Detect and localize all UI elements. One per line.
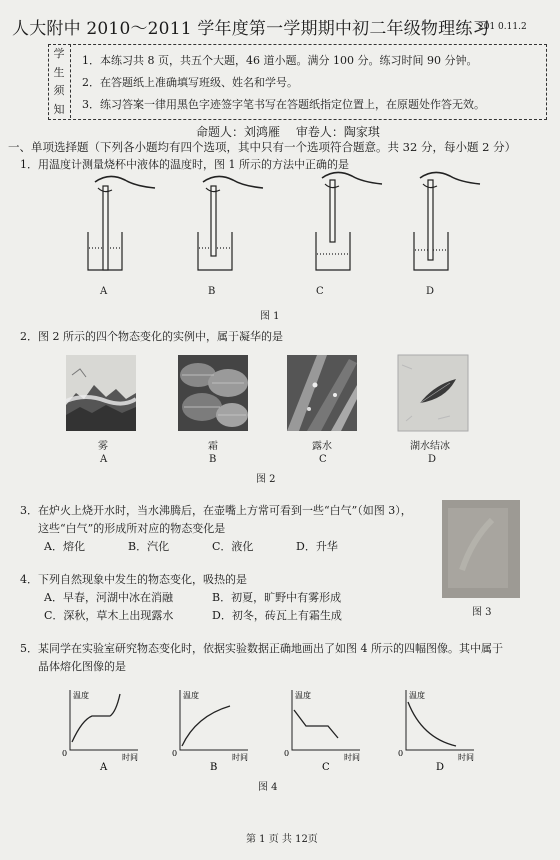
notice-label-char: 知 — [53, 102, 65, 116]
q4-option-d: D．初冬，砖瓦上有霜生成 — [212, 609, 342, 622]
q3-option-d: D．升华 — [296, 540, 338, 553]
temperature-curve — [408, 702, 456, 746]
question-3-line2: 这些“白气”的形成所对应的物态变化是 — [38, 522, 226, 535]
question-4-text: 4．下列自然现象中发生的物态变化，吸热的是 — [20, 573, 247, 586]
q4-option-c: C．深秋，草木上出现露水 — [44, 609, 174, 622]
notice-label — [48, 44, 71, 118]
notice-item: 2．在答题纸上准确填写班级、姓名和学号。 — [82, 76, 298, 89]
q4-option-a: A．早春，河湖中冰在消融 — [44, 591, 173, 604]
notice-label-char: 生 — [53, 65, 65, 79]
photo-steam-image — [442, 500, 520, 598]
graph-xlabel: 时间 — [122, 753, 138, 762]
photo-dew-image — [287, 355, 357, 431]
notice-item: 1．本练习共 8 页，共五个大题，46 道小题。满分 100 分。练习时间 90 分钟。 — [82, 54, 478, 67]
temperature-curve — [72, 694, 120, 742]
question-5-line1: 5．某同学在实验室研究物态变化时，依据实验数据正确地画出了如图 4 所示的四幅图像。其中属于 — [20, 642, 503, 655]
fig2-option-b: B — [209, 454, 217, 465]
question-1-text: 1．用温度计测量烧杯中液体的温度时，图 1 所示的方法中正确的是 — [20, 158, 349, 171]
graph-option-label: A — [100, 762, 108, 773]
beaker-b — [198, 176, 263, 270]
exam-title: 人大附中 2010～2011 学年度第一学期期中初二年级物理练习 — [12, 19, 490, 39]
graph-option-label: C — [322, 762, 330, 773]
frost-label: 霜 — [208, 441, 218, 452]
photo-frost-image — [178, 355, 248, 431]
graph-ylabel: 温度 — [409, 691, 425, 700]
temperature-curve — [182, 706, 230, 746]
authors-line: 命题人：刘鸿雁 审卷人：陶家琪 — [196, 125, 380, 139]
ice-label: 湖水结冰 — [410, 441, 450, 452]
graph-origin: 0 — [398, 749, 404, 758]
fig2-option-d: D — [428, 454, 437, 465]
fig1-option-d: D — [426, 286, 435, 297]
notice-label-char: 须 — [53, 84, 65, 98]
question-2-text: 2．图 2 所示的四个物态变化的实例中，属于凝华的是 — [20, 330, 283, 343]
beaker-c — [316, 172, 382, 270]
beaker-a — [88, 176, 155, 270]
fig2-option-a: A — [100, 454, 108, 465]
photo-ice-image — [398, 355, 468, 431]
section-heading: 一、单项选择题（下列各小题均有四个选项，其中只有一个选项符合题意。共 32 分，每小题 2 分） — [8, 140, 517, 154]
fig1-option-c: C — [316, 286, 324, 297]
graph-xlabel: 时间 — [232, 753, 248, 762]
temperature-curve — [294, 710, 338, 738]
dew-label: 露水 — [312, 441, 332, 452]
temp-time-graph — [60, 688, 160, 778]
graph-ylabel: 温度 — [183, 691, 199, 700]
temp-time-graph — [282, 688, 382, 778]
graph-ylabel: 温度 — [295, 691, 311, 700]
fog-label: 雾 — [98, 441, 108, 452]
figure-1-thermometers — [0, 170, 560, 290]
photo-fog-image — [66, 355, 136, 431]
graph-xlabel: 时间 — [458, 753, 474, 762]
figure-1-caption: 图 1 — [260, 311, 280, 322]
fig1-option-b: B — [208, 286, 216, 297]
temp-time-graph — [170, 688, 270, 778]
question-3-line1: 3．在炉火上烧开水时，当水沸腾后，在壶嘴上方常可看到一些“白气”（如图 3）， — [20, 504, 412, 517]
graph-ylabel: 温度 — [73, 691, 89, 700]
graph-option-label: B — [210, 762, 218, 773]
question-5-line2: 晶体熔化图像的是 — [38, 660, 126, 673]
graph-xlabel: 时间 — [344, 753, 360, 762]
exam-date: 201 0.11.2 — [478, 22, 527, 32]
fig1-option-a: A — [100, 286, 108, 297]
q3-option-b: B．汽化 — [128, 540, 170, 553]
figure-2-caption: 图 2 — [256, 474, 276, 485]
graph-option-label: D — [436, 762, 445, 773]
figure-3-caption: 图 3 — [472, 607, 492, 618]
q4-option-b: B．初夏，旷野中有雾形成 — [212, 591, 342, 604]
figure-4-graphs — [0, 688, 560, 778]
fig2-option-c: C — [319, 454, 327, 465]
graph-origin: 0 — [284, 749, 290, 758]
temp-time-graph — [396, 688, 496, 778]
graph-origin: 0 — [62, 749, 68, 758]
beaker-d — [414, 172, 480, 270]
figure-4-caption: 图 4 — [258, 782, 278, 793]
page-footer: 第 1 页 共 12页 — [246, 834, 318, 845]
graph-origin: 0 — [172, 749, 178, 758]
q3-option-c: C．液化 — [212, 540, 254, 553]
notice-item: 3．练习答案一律用黑色字迹签字笔书写在答题纸指定位置上，在原题处作答无效。 — [82, 98, 485, 111]
q3-option-a: A．熔化 — [44, 540, 85, 553]
notice-label-char: 学 — [53, 47, 65, 61]
